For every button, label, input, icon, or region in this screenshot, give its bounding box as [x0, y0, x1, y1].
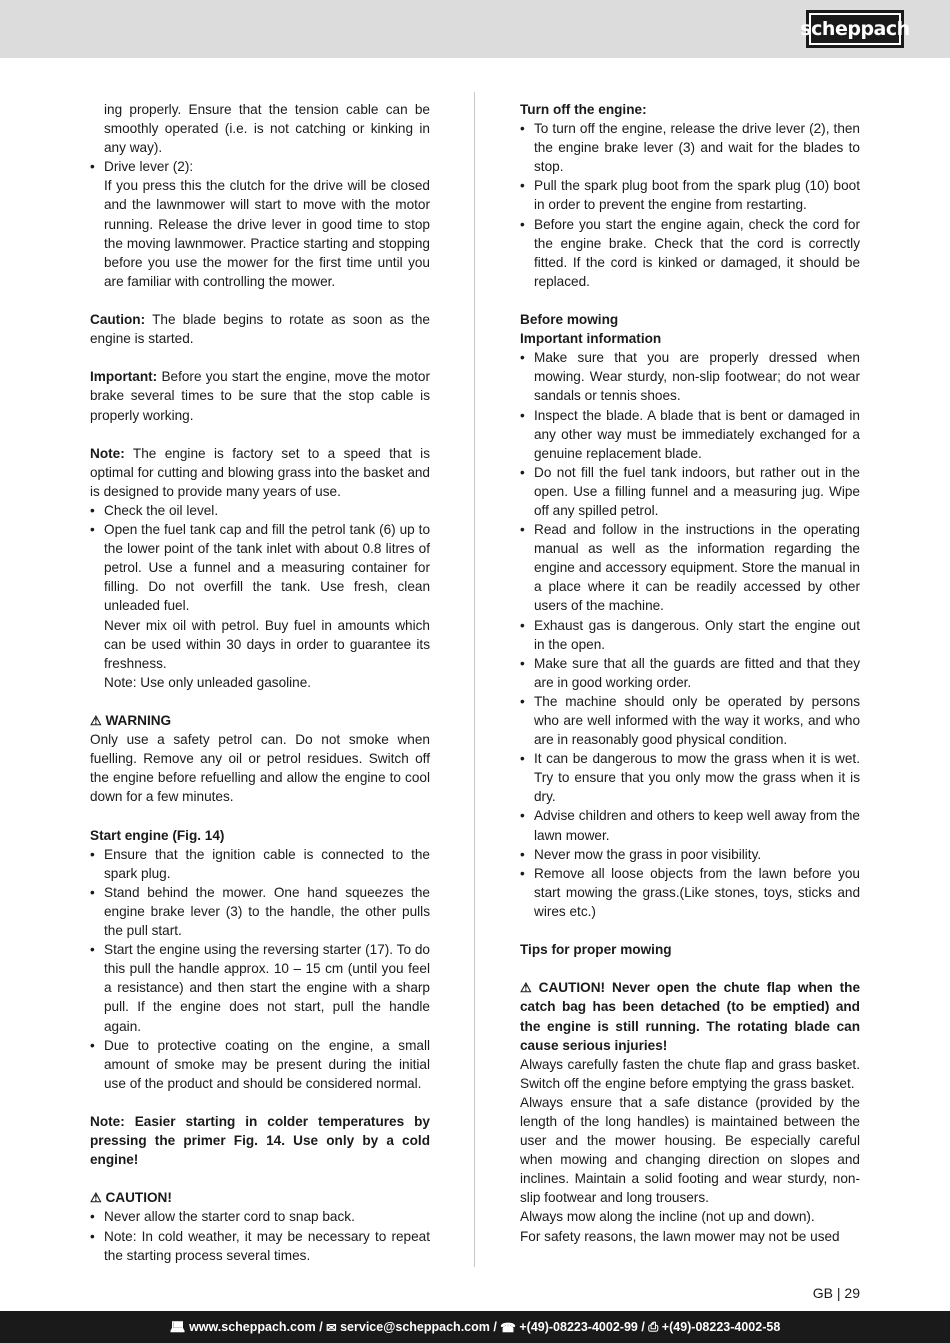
email-link[interactable]: service@scheppach.com [340, 1320, 490, 1334]
right-column [520, 100, 860, 1246]
warning-icon: ⚠ [520, 980, 532, 996]
header-bar [0, 0, 950, 58]
list-item: • Pull the spark plug boot from the spark plug (10) boot in order to prevent the engine from restarting. [520, 178, 860, 213]
list-item: • Before you start the engine again, check the cord for the engine brake. Check that the cord is correctly fitted. If the cord is kinked or damaged, it should be replaced. [520, 216, 860, 289]
paragraph: Always ensure that a safe distance (provided by the length of the long handles) is maintained between the user and the mower housing. Be especially careful when mowing and changing direction on slopes and inclines. Maintain a solid footing and wear sturdy, non-slip footwear and long trousers. [520, 1094, 860, 1206]
list-item: • The machine should only be operated by persons who are well informed with the way it works, and who are in reasonably good physical condition. [520, 693, 860, 748]
list-item: • Due to protective coating on the engine, a small amount of smoke may be present during the initial use of the product and should be considered normal. [90, 1037, 430, 1091]
computer-icon: 💻︎ [169, 1319, 186, 1334]
warning-heading: ⚠ WARNING [90, 711, 430, 730]
paragraph: Always carefully fasten the chute flap and grass basket. Switch off the engine before emptying the grass basket. [520, 1056, 860, 1091]
list-item: • Open the fuel tank cap and fill the petrol tank (6) up to the lower point of the tank inlet with about 0.8 litres of petrol. Use a funnel and a measuring container for filling. Do not overfill the tank. Use fresh, clean unleaded fuel. [90, 522, 430, 614]
list-item: • Remove all loose objects from the lawn before you start mowing the grass.(Like stones, toys, sticks and wires etc.) [520, 865, 860, 919]
list-item: • Do not fill the fuel tank indoors, but rather out in the open. Use a filling funnel and a measuring jug. Wipe off any spilled petrol. [520, 464, 860, 518]
list-item: • Never allow the starter cord to snap back. [90, 1209, 355, 1225]
list-item: • Note: In cold weather, it may be necessary to repeat the starting process several times. [90, 1228, 430, 1263]
section-heading: Start engine (Fig. 14) [90, 827, 225, 843]
list-item: • Never mow the grass in poor visibility. [520, 846, 762, 862]
section-heading: Tips for proper mowing [520, 942, 672, 958]
list-item: • Check the oil level. [90, 502, 219, 518]
list-item: • Ensure that the ignition cable is connected to the spark plug. [90, 846, 430, 881]
list-item: • Advise children and others to keep well away from the lawn mower. [520, 808, 860, 843]
mail-icon: ✉ [326, 1320, 337, 1335]
column-divider [474, 92, 475, 1267]
website-link[interactable]: www.scheppach.com [189, 1320, 316, 1334]
warning-icon: ⚠ [90, 1190, 102, 1206]
paragraph: If you press this the clutch for the drive will be closed and the lawnmower will start to move with the motor running. Release the drive lever in good time to stop the moving lawnmower. Practice starting and stopping before you use the mower for the first time until you are familiar with controlling the mower. [104, 178, 430, 289]
section-heading: Before mowing [520, 312, 619, 328]
footer-bar: 💻︎ www.scheppach.com / ✉ service@scheppach.com / ☎ +(49)-08223-4002-99 / ⎙ +(49)-08223-4002-58 [0, 1311, 950, 1343]
bold-note: Note: Easier starting in colder temperatures by pressing the primer Fig. 14. Use only by a cold engine! [90, 1113, 430, 1168]
phone-icon: ☎ [500, 1320, 516, 1335]
list-item: • Drive lever (2): [90, 159, 194, 175]
list-item: • Make sure that you are properly dressed when mowing. Wear sturdy, non-slip footwear; do not wear sandals or tennis shoes. [520, 350, 860, 404]
left-column [90, 100, 430, 1265]
paragraph: Always mow along the incline (not up and down). [520, 1209, 815, 1225]
caution-heading: ⚠ CAUTION! [90, 1188, 430, 1207]
paragraph: ing properly. Ensure that the tension cable can be smoothly operated (i.e. is not catching or kinking in any way). [104, 102, 430, 156]
caution-paragraph: Caution: The blade begins to rotate as soon as the engine is started. [90, 312, 430, 347]
list-item: • Read and follow in the instructions in the operating manual as well as the information regarding the engine and accessory equipment. Store the manual in a place where it can be readily accessed by other users of the machine. [520, 522, 860, 614]
section-subheading: Important information [520, 331, 662, 347]
warning-icon: ⚠ [90, 713, 102, 728]
list-item: • Stand behind the mower. One hand squeezes the engine brake lever (3) to the handle, the other pulls the pull start. [90, 884, 430, 939]
paragraph: Only use a safety petrol can. Do not smoke when fuelling. Remove any oil or petrol residues. Switch off the engine before refuelling and allow the engine to cool down for a few minutes. [90, 732, 430, 805]
list-item: • Make sure that all the guards are fitted and that they are in good working order. [520, 655, 860, 690]
list-item: • It can be dangerous to mow the grass when it is wet. Try to ensure that you only mow the grass when it is dry. [520, 751, 860, 805]
paragraph: Note: Use only unleaded gasoline. [104, 674, 312, 690]
page-number: GB | 29 [812, 1285, 860, 1301]
paragraph: For safety reasons, the lawn mower may not be used [520, 1228, 840, 1244]
fax-number: +(49)-08223-4002-58 [661, 1320, 781, 1334]
list-item: • Inspect the blade. A blade that is bent or damaged in any other way must be immediately exchanged for a genuine replacement blade. [520, 407, 860, 461]
list-item: • To turn off the engine, release the drive lever (2), then the engine brake lever (3) and wait for the blades to stop. [520, 121, 860, 175]
note-paragraph: Note: The engine is factory set to a speed that is optimal for cutting and blowing grass into the basket and is designed to provide many years of use. [90, 445, 430, 499]
important-paragraph: Important: Before you start the engine, move the motor brake several times to be sure that the stop cable is properly working. [90, 369, 430, 423]
phone-number: +(49)-08223-4002-99 [519, 1320, 638, 1334]
list-item: • Exhaust gas is dangerous. Only start the engine out in the open. [520, 617, 860, 652]
section-heading: Turn off the engine: [520, 102, 647, 117]
paragraph: Never mix oil with petrol. Buy fuel in amounts which can be used within 30 days in order to guarantee its freshness. [104, 617, 430, 671]
list-item: • Start the engine using the reversing starter (17). To do this pull the handle approx. 10 – 15 cm (until you feel a resistance) and then start the engine with a sharp pull. If the engine does not start, pull the handle again. [90, 942, 430, 1034]
caution-paragraph: ⚠ CAUTION! Never open the chute flap when the catch bag has been detached (to be emptied) and the engine is still running. The rotating blade can cause serious injuries! [520, 980, 860, 1053]
fax-icon: ⎙ [648, 1319, 659, 1334]
scheppach-logo: scheppach [806, 10, 904, 48]
